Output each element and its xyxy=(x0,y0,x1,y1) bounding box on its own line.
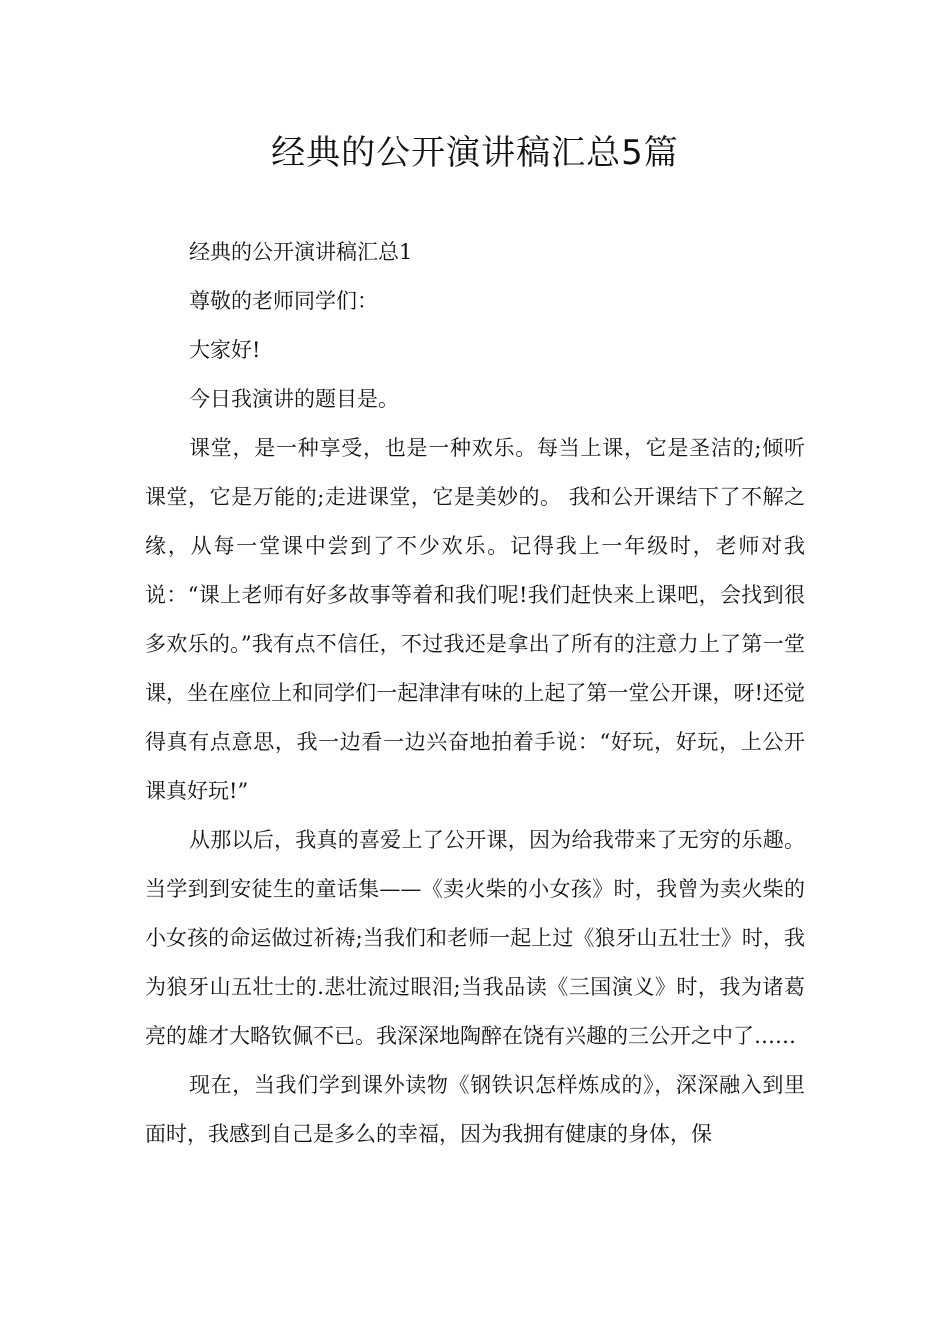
greeting: 大家好! xyxy=(189,338,261,362)
body-paragraph: 课堂，是一种享受，也是一种欢乐。每当上课，它是圣洁的;倾听课堂，它是万能的;走进课堂，它是美妙的。 我和公开课结下了不解之缘，从每一堂课中尝到了不少欢乐。记得我上一年级时，老师对我说：“课上老师有好多故事等着和我们呢!我们赶快来上课吧，会找到很多欢乐的。”我有点不信任，不过我还是拿出了所有的注意力上了第一堂课，坐在座位上和同学们一起津津有味的上起了第一堂公开课，呀!还觉得真有点意思，我一边看一边兴奋地拍着手说：“好玩，好玩，上公开课真好玩!” xyxy=(145,436,805,803)
document-title: 经典的公开演讲稿汇总5篇 xyxy=(271,133,679,173)
document-body xyxy=(145,228,805,1159)
body-paragraph: 现在，当我们学到课外读物《钢铁识怎样炼成的》，深深融入到里面时，我感到自己是多么的幸福，因为我拥有健康的身体，保 xyxy=(145,1073,805,1146)
body-paragraph: 从那以后，我真的喜爱上了公开课，因为给我带来了无穷的乐趣。当学到到安徒生的童话集——《卖火柴的小女孩》时，我曾为卖火柴的小女孩的命运做过祈祷;当我们和老师一起上过《狼牙山五壮士》时，我为狼牙山五壮士的.悲壮流过眼泪;当我品读《三国演义》时，我为诸葛亮的雄才大略钦佩不已。我深深地陶醉在饶有兴趣的三公开之中了…… xyxy=(145,828,805,1048)
section-heading: 经典的公开演讲稿汇总1 xyxy=(189,240,413,264)
salutation: 尊敬的老师同学们： xyxy=(189,289,378,313)
topic-line: 今日我演讲的题目是。 xyxy=(189,387,399,411)
